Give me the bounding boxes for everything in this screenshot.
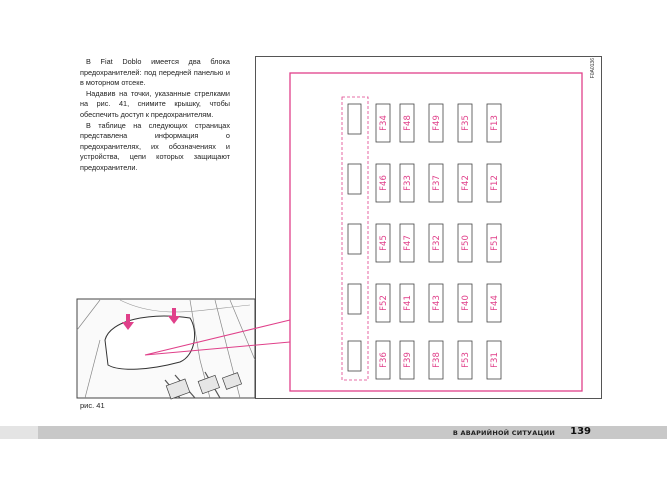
- fuse-label: F48: [403, 115, 413, 131]
- fuse-label: F42: [461, 175, 471, 191]
- fuse-f40: [458, 284, 472, 322]
- fuse-f38: [429, 341, 443, 379]
- fuse-label: F40: [461, 295, 471, 311]
- fuse-f47: [400, 224, 414, 262]
- fuse-f43: [429, 284, 443, 322]
- fuse-label: F33: [403, 175, 413, 191]
- fuse-label: F36: [379, 352, 389, 368]
- fuse-label: F31: [490, 352, 500, 368]
- fuse-label: F50: [461, 235, 471, 251]
- paragraph-1: В Fiat Doblo имеется два блока предохранителей: под передней панелью и в моторном отсеке.: [80, 57, 230, 88]
- section-title: В АВАРИЙНОЙ СИТУАЦИИ: [452, 429, 555, 437]
- footer-bar-left: [0, 426, 38, 439]
- fuse-label: F37: [432, 175, 442, 191]
- fuse-label: F46: [379, 175, 389, 191]
- fuse-f45: [376, 224, 390, 262]
- fuse-f31: [487, 341, 501, 379]
- fuse-f39: [400, 341, 414, 379]
- fuse-f53: [458, 341, 472, 379]
- fuse-f51: [487, 224, 501, 262]
- paragraph-3: В таблице на следующих страницах представлена информация о предохранителях, их обозначениях и устройства, цепи которых защищают предохранители.: [80, 120, 230, 172]
- fuse-label: F52: [379, 295, 389, 311]
- fuse-f32: [429, 224, 443, 262]
- fuse-f44: [487, 284, 501, 322]
- fuse-f36: [376, 341, 390, 379]
- fuse-f48: [400, 104, 414, 142]
- fuse-label: F13: [490, 115, 500, 131]
- paragraph-2: Надавив на точки, указанные стрелками на рис. 41, снимите крышку, чтобы обеспечить доступ к предохранителям.: [80, 88, 230, 119]
- spare-slots: [348, 104, 361, 371]
- page-number: 139: [570, 426, 591, 437]
- fuse-f52: [376, 284, 390, 322]
- fuse-label: F47: [403, 235, 413, 251]
- fuse-label: F43: [432, 295, 442, 311]
- spare-fuse-slot: [348, 224, 361, 254]
- fuse-label: F34: [379, 115, 389, 131]
- fuse-f49: [429, 104, 443, 142]
- fuse-label: F51: [490, 235, 500, 251]
- fuse-label: F53: [461, 352, 471, 368]
- spare-fuse-slot: [348, 341, 361, 371]
- fuse-label: F44: [490, 295, 500, 311]
- figure-caption: рис. 41: [80, 401, 105, 410]
- footer-bar: [0, 426, 667, 439]
- fuse-f33: [400, 164, 414, 202]
- dashboard-inset: [77, 299, 255, 399]
- fuse-label: F49: [432, 115, 442, 131]
- spare-fuse-slot: [348, 164, 361, 194]
- fuse-f34: [376, 104, 390, 142]
- fuse-f35: [458, 104, 472, 142]
- figure-code: F0A0136: [590, 58, 596, 79]
- fuse-label: F35: [461, 115, 471, 131]
- fuse-f37: [429, 164, 443, 202]
- fuse-f50: [458, 224, 472, 262]
- fuse-label: F45: [379, 235, 389, 251]
- fuse-label: F12: [490, 175, 500, 191]
- spare-fuse-slot: [348, 104, 361, 134]
- fuse-f46: [376, 164, 390, 202]
- fuse-label: F41: [403, 295, 413, 311]
- fuse-label: F32: [432, 235, 442, 251]
- fuse-f12: [487, 164, 501, 202]
- fuse-f42: [458, 164, 472, 202]
- fuse-grid: [376, 104, 501, 379]
- fuse-label: F38: [432, 352, 442, 368]
- fuse-f41: [400, 284, 414, 322]
- spare-fuse-slot: [348, 284, 361, 314]
- fuse-label: F39: [403, 352, 413, 368]
- fuse-f13: [487, 104, 501, 142]
